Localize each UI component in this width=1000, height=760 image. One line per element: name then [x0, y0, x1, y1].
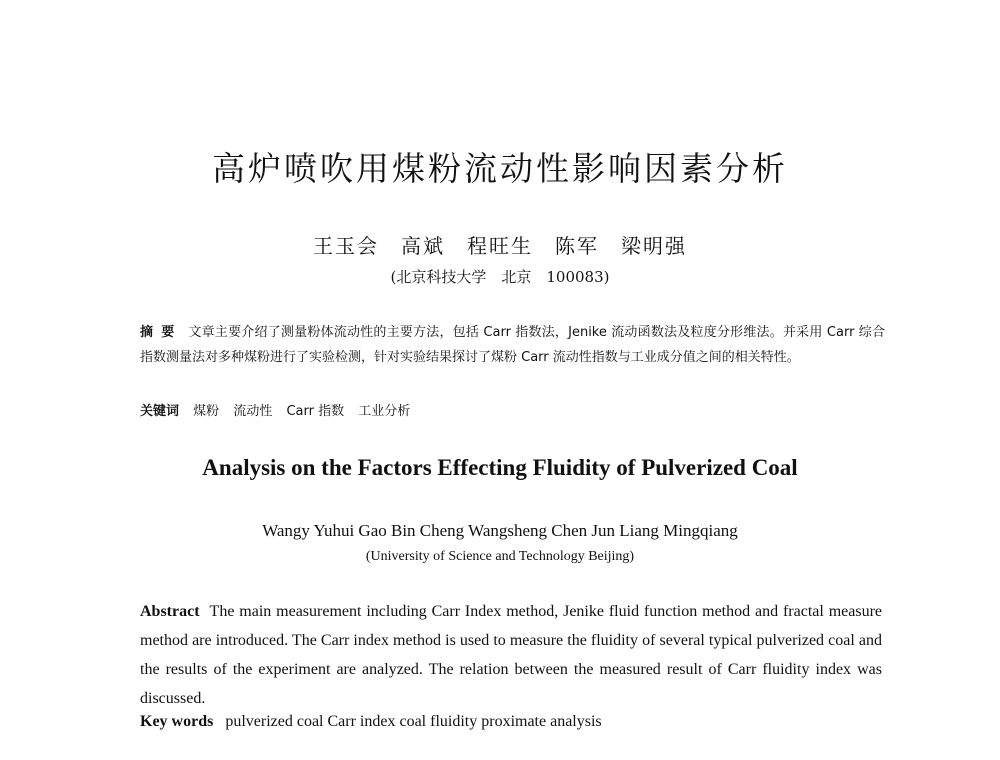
- chinese-authors: 王玉会 高斌 程旺生 陈军 梁明强: [313, 234, 687, 258]
- chinese-keyword: 工业分析: [358, 404, 411, 419]
- english-title: Analysis on the Factors Effecting Fluidity of Pulverized Coal: [202, 455, 798, 480]
- english-authors: Wangy Yuhui Gao Bin Cheng Wangsheng Chen Jun Liang Mingqiang: [262, 521, 738, 540]
- english-abstract: [140, 597, 882, 713]
- chinese-affiliation: (北京科技大学 北京 100083): [390, 268, 610, 286]
- chinese-keyword: 煤粉: [193, 404, 220, 419]
- english-keywords: [140, 713, 882, 731]
- chinese-abstract-text: 文章主要介绍了测量粉体流动性的主要方法，包括 Carr 指数法，Jenike 流动函数法及粒度分形维法。并采用 Carr 综合指数测量法对多种煤粉进行了实验检测，针对实验结果探讨了煤粉 Carr 流动性指数与工业成分值之间的相关特性。: [140, 325, 885, 365]
- chinese-title: 高炉喷吹用煤粉流动性影响因素分析: [212, 149, 788, 188]
- english-affiliation: (University of Science and Technology Beijing): [365, 549, 635, 564]
- chinese-keyword: Carr 指数: [286, 404, 345, 419]
- chinese-keywords-label: 关键词: [140, 404, 180, 419]
- english-abstract-label: Abstract: [140, 603, 200, 620]
- english-keywords-label: Key words: [140, 713, 214, 730]
- chinese-keywords: [140, 400, 885, 419]
- chinese-abstract: [140, 320, 885, 370]
- english-keywords-text: pulverized coal Carr index coal fluidity proximate analysis: [225, 713, 602, 730]
- chinese-keyword: 流动性: [233, 404, 273, 419]
- chinese-abstract-label: 摘要: [140, 325, 183, 340]
- english-abstract-text: The main measurement including Carr Index method, Jenike fluid function method and fractal measure method are introduced. The Carr index method is used to measure the fluidity of several typical pulverized coal and the results of the experiment are analyzed. The relation between the measured result of Carr fluidity index was discussed.: [140, 603, 882, 707]
